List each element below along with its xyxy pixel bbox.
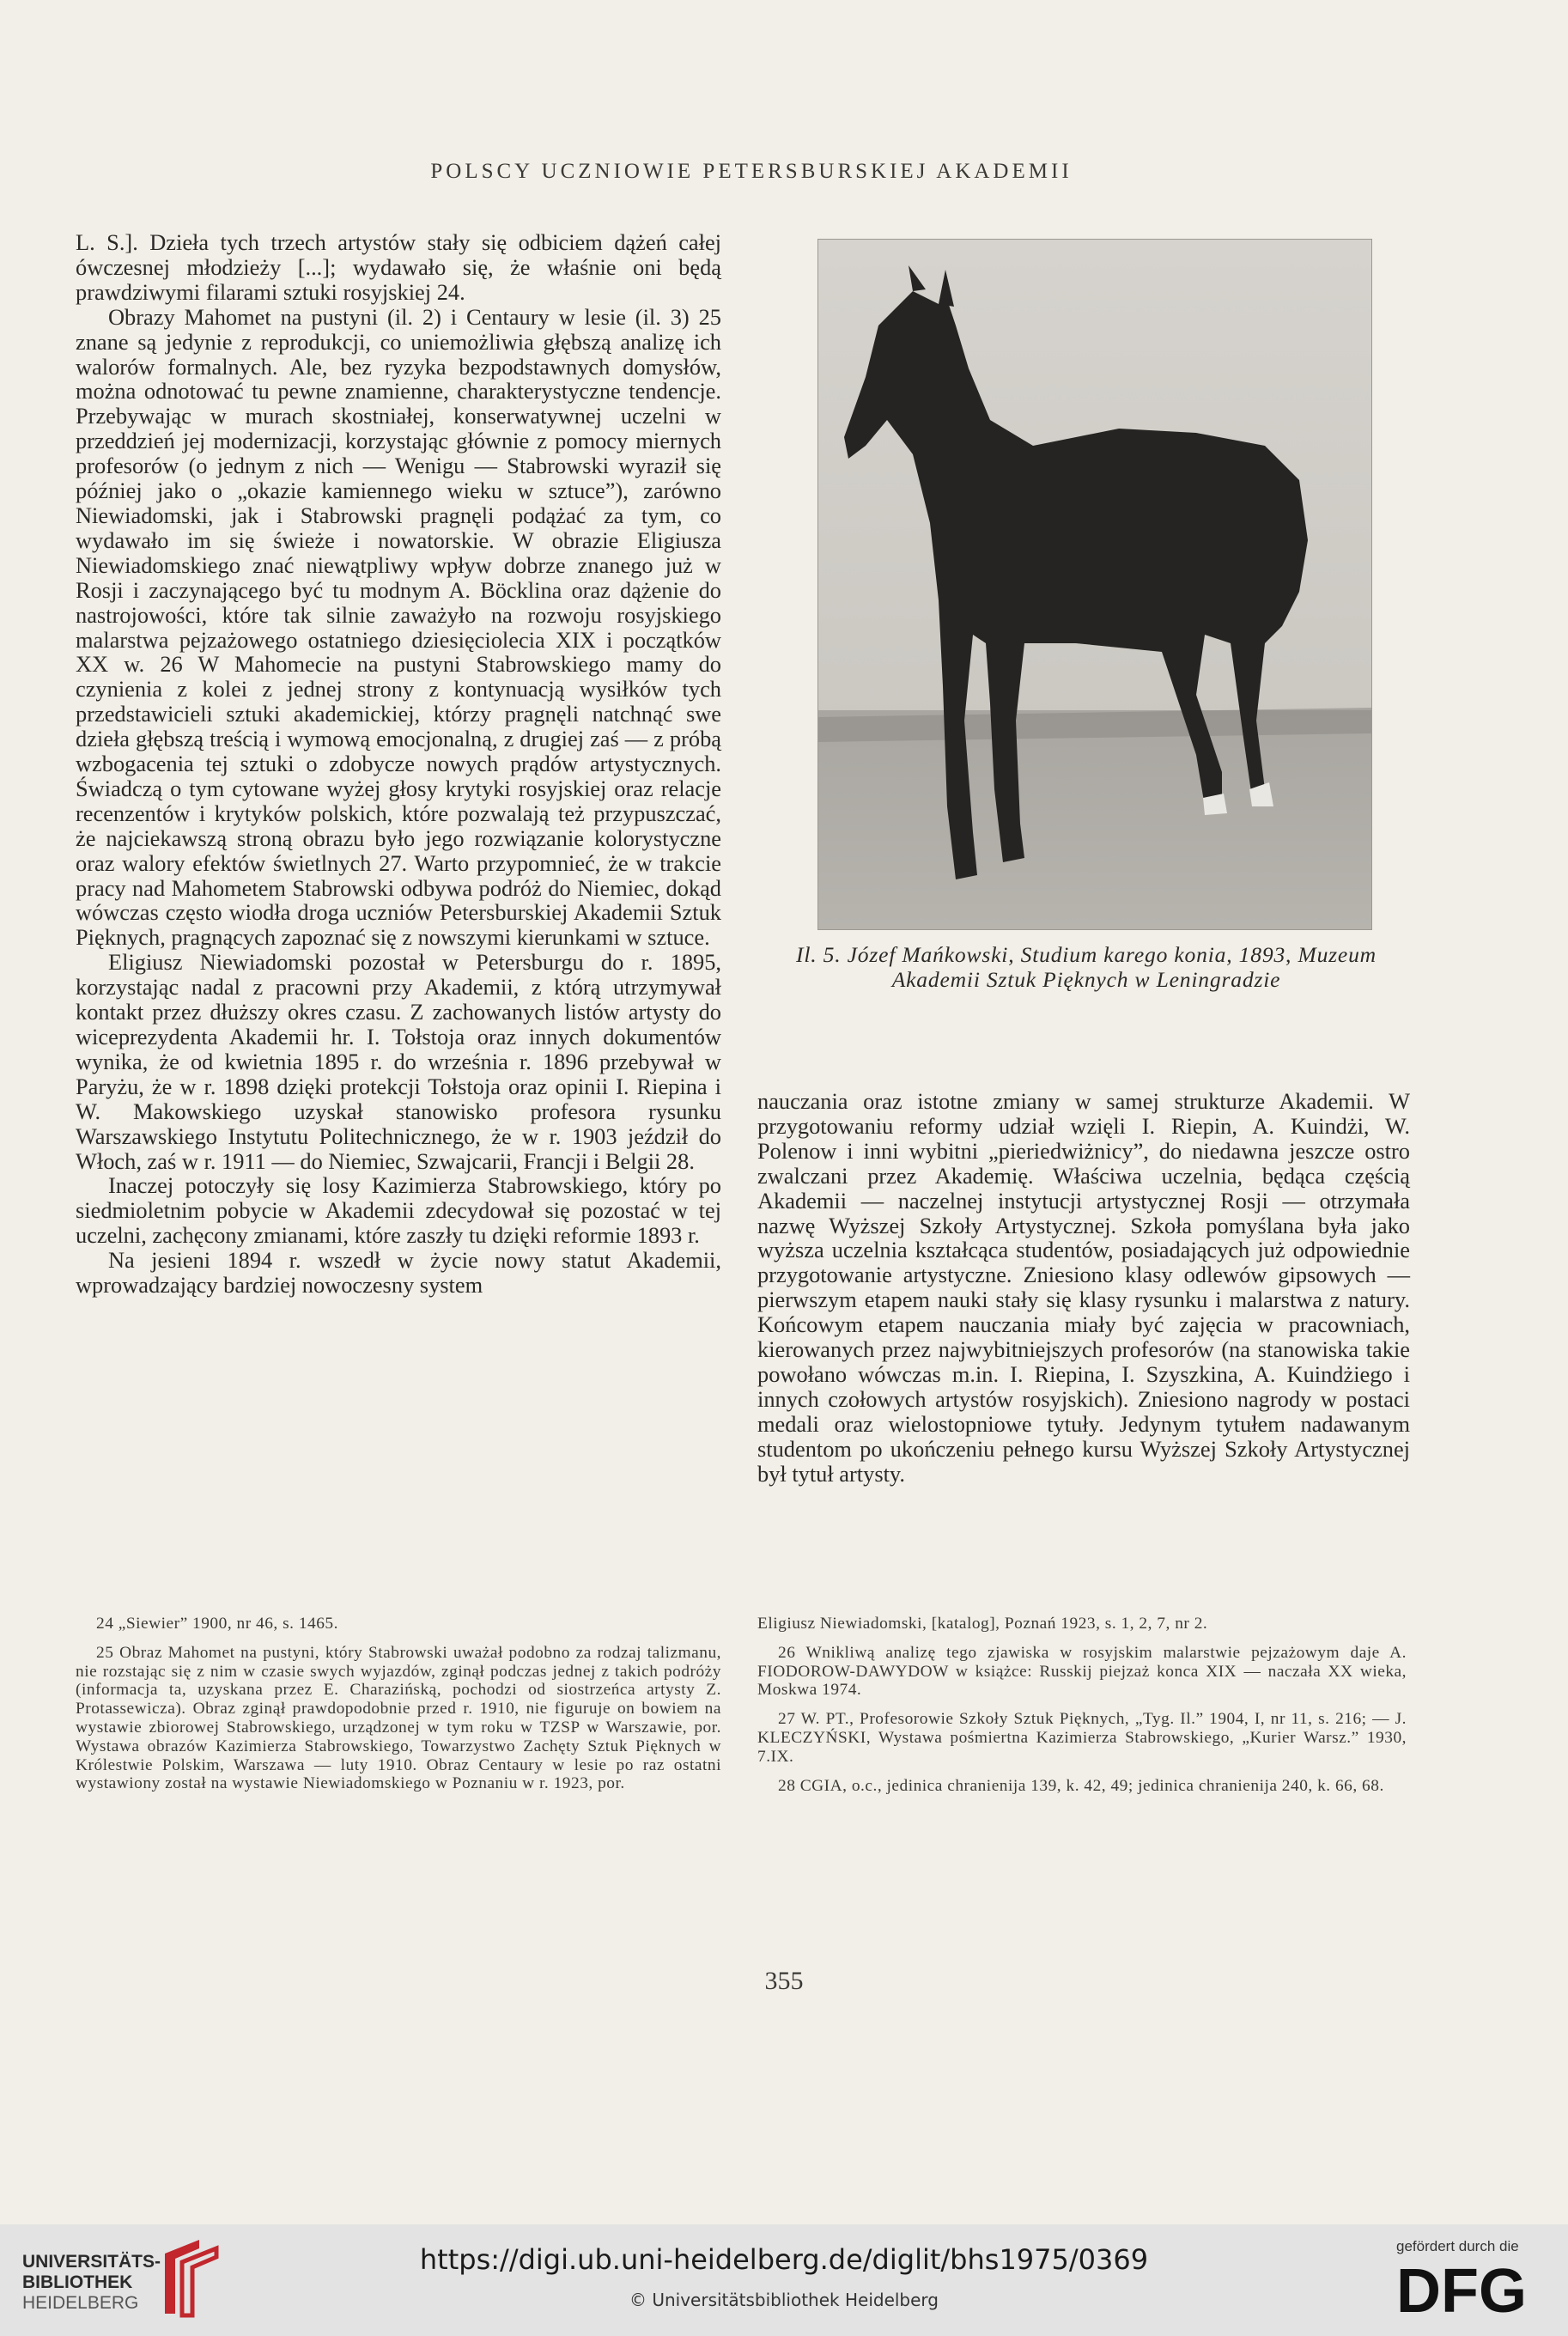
funding-label: gefördert durch die bbox=[1396, 2238, 1519, 2254]
copyright-notice: © Universitätsbibliothek Heidelberg bbox=[629, 2290, 939, 2310]
paragraph: nauczania oraz istotne zmiany w samej strukturze Akademii. W przygotowaniu reformy udział wzięli I. Riepin, A. Kuindżi, W. Polenow i inni wybitni „pieriedwiżnicy”, do niedawna jeszcze ostro zwalczani przez Akademię. Właściwa uczelnia, będąca częścią Akademii — naczelnej instytucji artystycznej Rosji — otrzymała nazwę Wyższej Szkoły Artystycznej. Szkoła pomyślana była jako wyższa uczelnia kształcąca studentów, posiadających już odpowiednie przygotowanie artystyczne. Zniesiono klasy odlewów gipsowych — pierwszym etapem nauki stały się klasy rysunku i malarstwa z natury. Końcowym etapem nauczania miały być zajęcia w pracowniach, kierowanych przez najwybitniejszych profesorów (na stanowiska takie powołano wówczas m.in. I. Riepina, I. Szyszkina, A. Kuindżiego i innych czołowych artystów rosyjskich). Zniesiono nagrody w postaci medali oraz wielostopniowe tytuły. Jedynym tytułem nadawanym studentom po ukończeniu pełnego kursu Wyższej Szkoły Artystycznej był tytuł artysty. bbox=[757, 1088, 1410, 1487]
library-name-line2: BIBLIOTHEK bbox=[22, 2272, 133, 2292]
footnote: 25 Obraz Mahomet na pustyni, który Stabrowski uważał podobno za rodzaj talizmanu, nie rozstając się z nim w czasie swych wyjazdów, zginął podczas jednej z takich podróży (informacja ta, uzyskana przez E. Charazińską, pochodzi od siostrzeńca artysty Z. Protassewicza). Obraz zginął prawdopodobnie przed r. 1910, nie figuruje on bowiem na wystawie zbiorowej Stabrowskiego, urządzonej w tym roku w TZSP w Warszawie, por. Wystawa obrazów Kazimierza Stabrowskiego, Towarzystwo Zachęty Sztuk Pięknych w Królestwie Polskim, Warszawa — luty 1910. Obraz Centaury w lesie po raz ostatni wystawiony został na wystawie Niewiadomskiego w Poznaniu w r. 1923, por. bbox=[76, 1643, 721, 1793]
library-name-line3: HEIDELBERG bbox=[22, 2293, 139, 2313]
viewer-footer bbox=[0, 2224, 1568, 2336]
figure-caption: Il. 5. Józef Mańkowski, Studium karego konia, 1893, Muzeum Akademii Sztuk Pięknych w Leningradzie bbox=[796, 942, 1377, 992]
running-header: POLSCY UCZNIOWIE PETERSBURSKIEJ AKADEMII bbox=[430, 160, 1073, 183]
footnote: Eligiusz Niewiadomski, [katalog], Poznań 1923, s. 1, 2, 7, nr 2. bbox=[757, 1615, 1208, 1633]
dfg-logo-text: DFG bbox=[1396, 2257, 1527, 2321]
horse-illustration bbox=[817, 239, 1372, 930]
library-name-line1: UNIVERSITÄTS- bbox=[22, 2252, 161, 2272]
footnote: 27 W. PT., Profesorowie Szkoły Sztuk Pięknych, „Tyg. Il.” 1904, I, nr 11, s. 216; — J. KLECZYŃSKI, Wystawa pośmiertna Kazimierza Stabrowskiego, „Kurier Warsz.” 1930, 7.IX. bbox=[757, 1710, 1407, 1766]
paragraph: Eligiusz Niewiadomski pozostał w Petersburgu do r. 1895, korzystając nadal z pracowni przy Akademii, z którą utrzymywał kontakt przez dłuższy okres czasu. Z zachowanych listów artysty do wiceprezydenta Akademii hr. I. Tołstoja oraz innych dokumentów wynika, że od kwietnia 1895 r. do września r. 1896 przebywał w Paryżu, że w r. 1898 dzięki protekcji Tołstoja oraz opinii I. Riepina i W. Makowskiego uzyskał stanowisko profesora rysunku Warszawskiego Instytutu Politechnicznego, że w r. 1903 jeździł do Włoch, zaś w r. 1911 — do Niemiec, Szwajcarii, Francji i Belgii 28. bbox=[76, 949, 721, 1174]
footnotes-right bbox=[757, 1615, 1407, 1805]
paragraph: Inaczej potoczyły się losy Kazimierza Stabrowskiego, który po siedmioletnim pobycie w Akademii zdecydował się pozostać w tej uczelni, zachęcony zmianami, które zaszły tu dzięki reformie 1893 r. bbox=[76, 1172, 721, 1249]
footnote: 24 „Siewier” 1900, nr 46, s. 1465. bbox=[96, 1615, 338, 1633]
right-text-column bbox=[757, 1089, 1410, 1487]
paragraph: L. S.]. Dzieła tych trzech artystów stały się odbiciem dążeń całej ówczesnej młodzieży [...]; wydawało się, że właśnie oni będą prawdziwymi filarami sztuki rosyjskiej 24. bbox=[76, 229, 721, 305]
permalink-url[interactable]: https://digi.ub.uni-heidelberg.de/diglit/bhs1975/0369 bbox=[419, 2243, 1149, 2276]
dfg-logo-icon bbox=[1393, 2255, 1553, 2321]
footnote: 26 Wnikliwą analizę tego zjawiska w rosyjskim malarstwie pejzażowym daje A. FIODOROW-DAWYDOW w książce: Russkij piejzaż konca XIX — naczała XX wieka, Moskwa 1974. bbox=[757, 1643, 1407, 1700]
paragraph: Na jesieni 1894 r. wszedł w życie nowy statut Akademii, wprowadzający bardziej nowoczesny system bbox=[76, 1247, 721, 1299]
page-number: 355 bbox=[764, 1967, 804, 1995]
paragraph: Obrazy Mahomet na pustyni (il. 2) i Centaury w lesie (il. 3) 25 znane są jedynie z reprodukcji, co uniemożliwia głębszą analizę ich walorów formalnych. Ale, bez ryzyka bezpodstawnych domysłów, można odnotować tu pewne znamienne, charakterystyczne tendencje. Przebywając w murach skostniałej, konserwatywnej uczelni w przeddzień jej modernizacji, korzystając głównie z pomocy miernych profesorów (o jednym z nich — Wenigu — Stabrowski wyraził się później jako o „okazie kamiennego wieku w sztuce”), zarówno Niewiadomski, jak i Stabrowski pragnęli podążać za tym, co wydawało im się świeże i nowatorskie. W obrazie Eligiusza Niewiadomskiego znać niewątpliwy wpływ dobrze znanego już w Rosji i zaczynającego być tu modnym A. Böcklina oraz dążenie do nastrojowości, które tak silnie zaważyło na rozwoju rosyjskiego malarstwa pejzażowego ostatniego dziesięciolecia XIX i początków XX w. 26 W Mahomecie na pustyni Stabrowskiego mamy do czynienia z kolei z jednej strony z kontynuacją wysiłków tych przedstawicieli sztuki akademickiej, którzy pragnęli natchnąć swe dzieła głębszą treścią i wymową emocjonalną, z drugiej zaś — z próbą wzbogacenia tej sztuki o zdobycze nowych prądów artystycznych. Świadczą o tym cytowane wyżej głosy krytyki rosyjskiej oraz relacje recenzentów i krytyków polskich, które pozwalają też przypuszczać, że najciekawszą stroną obrazu było jego rozwiązanie kolorystyczne oraz walory efektów świetlnych 27. Warto przypomnieć, że w trakcie pracy nad Mahometem Stabrowski odbywa podróż do Niemiec, dokąd wówczas często wiodła droga uczniów Petersburskiej Akademii Sztuk Pięknych, pragnących zapoznać się z nowszymi kierunkami w sztuce. bbox=[76, 303, 721, 951]
footnotes-left bbox=[76, 1615, 721, 1804]
footnote: 28 CGIA, o.c., jedinica chranienija 139, k. 42, 49; jedinica chranienija 240, k. 66, 68. bbox=[778, 1776, 1384, 1795]
left-text-column bbox=[76, 230, 721, 1298]
